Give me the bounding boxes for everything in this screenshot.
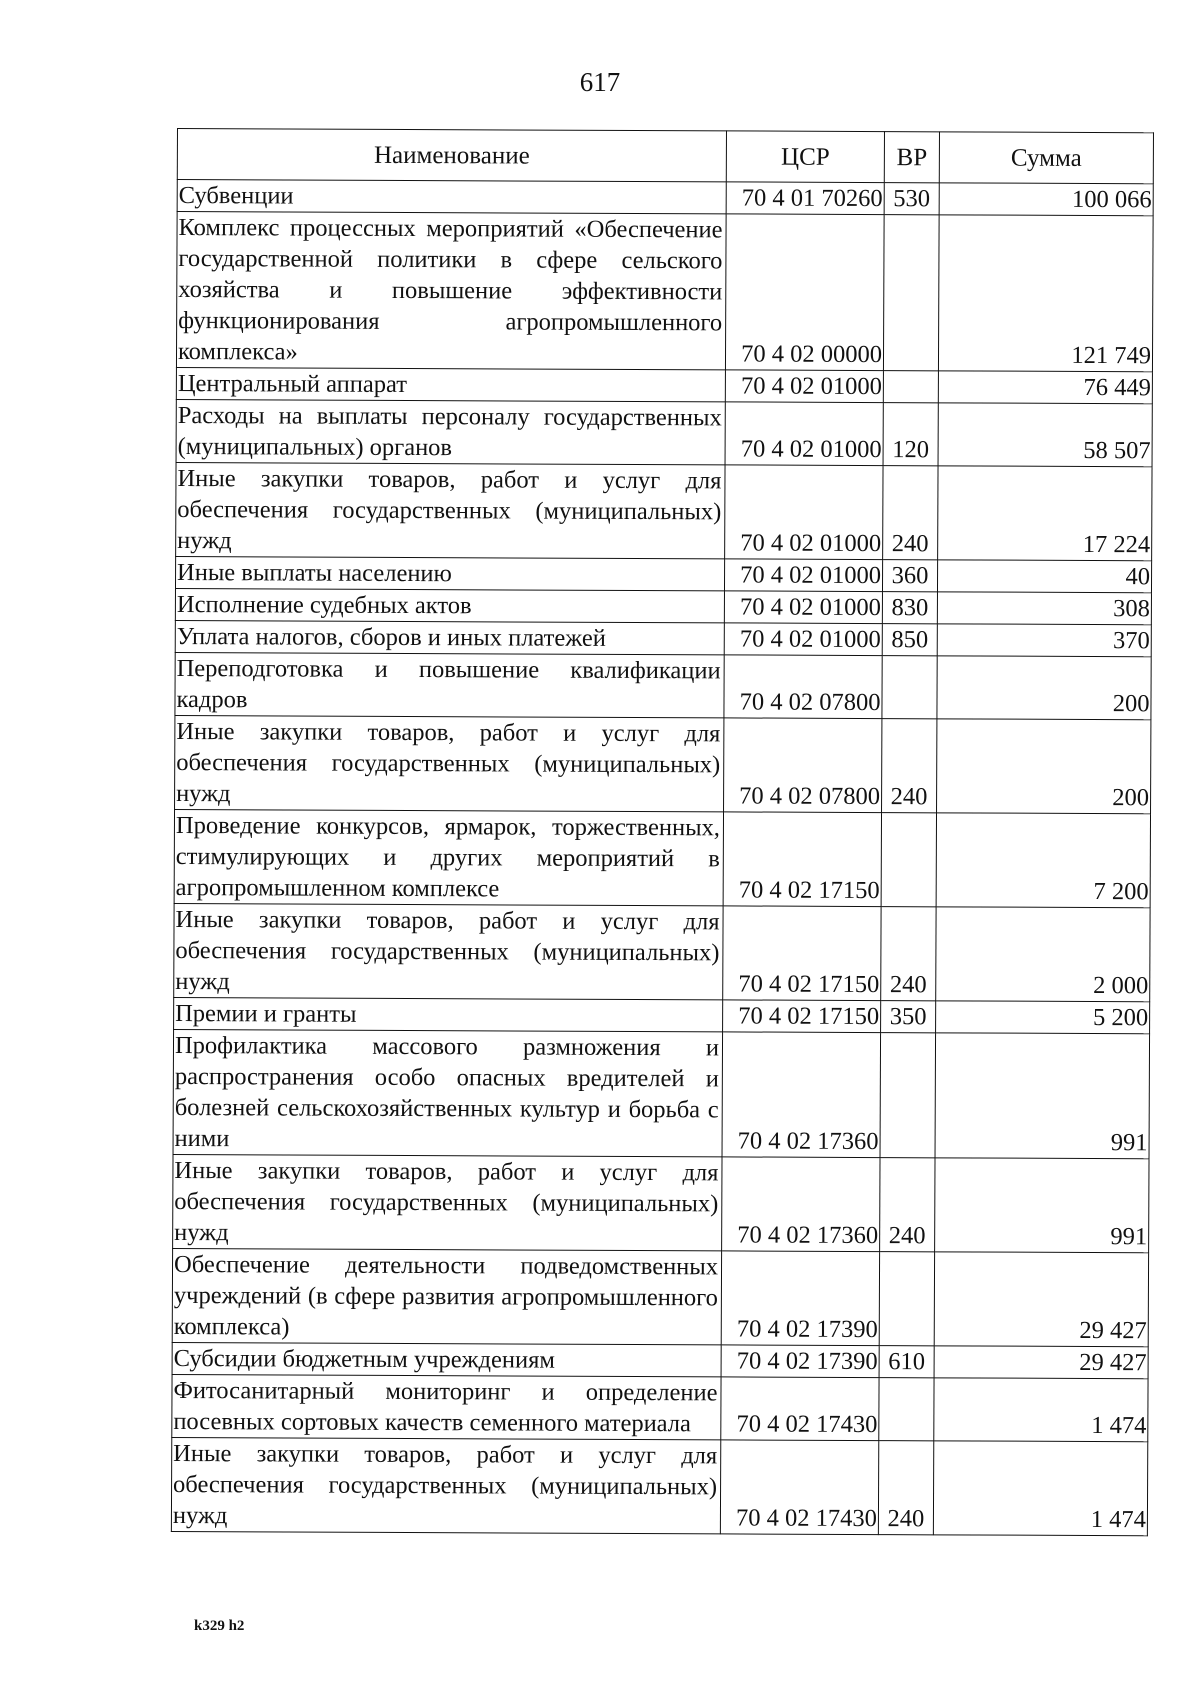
row-sum-cell: 7 200 <box>936 813 1150 908</box>
row-name-cell: Расходы на выплаты персоналу государственных (муниципальных) органов <box>176 399 725 464</box>
table-row <box>174 997 1150 1033</box>
row-name-cell: Центральный аппарат <box>176 367 725 401</box>
row-name-cell: Субвенции <box>177 180 726 214</box>
row-name-cell: Переподготовка и повышение квалификации кадров <box>175 652 724 717</box>
row-sum-cell: 121 749 <box>938 215 1153 372</box>
row-vr-cell <box>882 656 937 719</box>
row-csr-cell: 70 4 02 17150 <box>723 906 881 1001</box>
row-name-cell: Иные выплаты населению <box>175 556 724 590</box>
row-csr-cell: 70 4 02 17390 <box>721 1345 879 1378</box>
row-vr-cell <box>881 813 936 907</box>
row-name-cell: Иные закупки товаров, работ и услуг для обеспечения государственных (муниципальных) нужд <box>171 1437 720 1533</box>
table-row <box>175 620 1151 656</box>
row-sum-cell: 5 200 <box>936 1001 1150 1034</box>
row-csr-cell: 70 4 02 17390 <box>721 1251 879 1346</box>
row-csr-cell: 70 4 02 17360 <box>722 1157 880 1252</box>
column-header-sum: Сумма <box>939 132 1153 184</box>
table-row <box>174 903 1150 1001</box>
row-vr-cell <box>883 215 939 371</box>
row-sum-cell: 100 066 <box>939 183 1153 216</box>
row-name-cell: Иные закупки товаров, работ и услуг для обеспечения государственных (муниципальных) нужд <box>175 715 724 811</box>
column-header-name: Наименование <box>177 129 726 182</box>
row-csr-cell: 70 4 02 01000 <box>724 623 882 656</box>
row-sum-cell: 200 <box>937 656 1151 720</box>
row-sum-cell: 991 <box>935 1033 1150 1159</box>
page-number: 617 <box>579 67 621 97</box>
budget-table <box>171 128 1154 1536</box>
row-sum-cell: 58 507 <box>938 403 1152 467</box>
row-csr-cell: 70 4 02 07800 <box>724 655 882 719</box>
table-row <box>175 588 1151 624</box>
row-name-cell: Фитосанитарный мониторинг и определение посевных сортовых качеств семенного материала <box>172 1374 721 1439</box>
row-csr-cell: 70 4 01 70260 <box>726 182 884 215</box>
row-csr-cell: 70 4 02 00000 <box>725 214 884 371</box>
row-name-cell: Уплата налогов, сборов и иных платежей <box>175 620 724 654</box>
row-vr-cell: 240 <box>881 907 936 1001</box>
row-sum-cell: 1 474 <box>934 1378 1148 1442</box>
row-csr-cell: 70 4 02 17430 <box>720 1440 878 1535</box>
row-name-cell: Профилактика массового размножения и распространения особо опасных вредителей и болезней сельскохозяйственных культур и борьба с ними <box>173 1029 723 1156</box>
column-header-vr: ВР <box>884 132 939 183</box>
row-csr-cell: 70 4 02 01000 <box>724 559 882 592</box>
row-vr-cell <box>880 1033 936 1158</box>
table-header-row <box>177 129 1153 184</box>
table-row <box>175 715 1151 813</box>
row-name-cell: Комплекс процессных мероприятий «Обеспечение государственной политики в сфере сельского хозяйства и повышение эффективности функционирования агропромышленного комплекса» <box>176 212 726 370</box>
table-row <box>177 180 1153 216</box>
table-row <box>175 652 1151 719</box>
row-vr-cell: 360 <box>882 560 937 592</box>
row-csr-cell: 70 4 02 01000 <box>725 370 883 403</box>
row-name-cell: Субсидии бюджетным учреждениям <box>172 1342 721 1376</box>
row-name-cell: Иные закупки товаров, работ и услуг для обеспечения государственных (муниципальных) нужд <box>173 1154 722 1250</box>
table-row <box>176 462 1152 560</box>
row-csr-cell: 70 4 02 17150 <box>723 812 881 907</box>
row-vr-cell: 850 <box>882 624 937 656</box>
table-row <box>173 1154 1149 1252</box>
table-row <box>172 1342 1148 1378</box>
row-vr-cell <box>879 1378 934 1441</box>
table-row <box>173 1029 1150 1158</box>
row-vr-cell: 240 <box>883 466 938 560</box>
row-name-cell: Исполнение судебных актов <box>175 588 724 622</box>
row-vr-cell: 350 <box>881 1001 936 1033</box>
row-csr-cell: 70 4 02 17150 <box>723 1000 881 1033</box>
row-vr-cell: 120 <box>883 403 938 466</box>
row-csr-cell: 70 4 02 17430 <box>721 1377 879 1441</box>
row-sum-cell: 17 224 <box>938 466 1152 561</box>
table-row <box>171 1437 1147 1535</box>
row-vr-cell <box>879 1252 934 1346</box>
row-csr-cell: 70 4 02 01000 <box>725 465 883 560</box>
row-sum-cell: 40 <box>937 560 1151 593</box>
row-sum-cell: 29 427 <box>934 1252 1148 1347</box>
footer-code: k329 h2 <box>194 1618 245 1634</box>
table-row <box>176 399 1152 466</box>
table-row <box>174 809 1150 907</box>
row-sum-cell: 29 427 <box>934 1346 1148 1379</box>
row-vr-cell: 610 <box>879 1346 934 1378</box>
row-vr-cell: 240 <box>878 1441 933 1535</box>
row-vr-cell: 240 <box>882 719 937 813</box>
table-row <box>172 1374 1148 1441</box>
row-csr-cell: 70 4 02 17360 <box>722 1032 881 1158</box>
row-name-cell: Иные закупки товаров, работ и услуг для обеспечения государственных (муниципальных) нужд <box>174 903 723 999</box>
row-csr-cell: 70 4 02 07800 <box>724 718 882 813</box>
column-header-csr: ЦСР <box>726 131 884 183</box>
row-csr-cell: 70 4 02 01000 <box>724 591 882 624</box>
table-body <box>171 180 1153 1536</box>
row-sum-cell: 308 <box>937 592 1151 625</box>
row-sum-cell: 200 <box>937 719 1151 814</box>
row-name-cell: Иные закупки товаров, работ и услуг для обеспечения государственных (муниципальных) нужд <box>176 462 725 558</box>
row-vr-cell: 240 <box>880 1158 935 1252</box>
row-sum-cell: 991 <box>935 1158 1149 1253</box>
row-vr-cell <box>883 371 938 403</box>
row-name-cell: Премии и гранты <box>174 997 723 1031</box>
row-sum-cell: 1 474 <box>933 1441 1147 1536</box>
row-sum-cell: 2 000 <box>936 907 1150 1002</box>
row-csr-cell: 70 4 02 01000 <box>725 402 883 466</box>
row-vr-cell: 530 <box>884 183 939 215</box>
table-row <box>172 1248 1148 1346</box>
row-name-cell: Проведение конкурсов, ярмарок, торжественных, стимулирующих и других мероприятий в агропромышленном комплексе <box>174 809 723 905</box>
table-row <box>176 212 1153 372</box>
row-sum-cell: 76 449 <box>938 371 1152 404</box>
row-vr-cell: 830 <box>882 592 937 624</box>
table-row <box>175 556 1151 592</box>
row-sum-cell: 370 <box>937 624 1151 657</box>
row-name-cell: Обеспечение деятельности подведомственных учреждений (в сфере развития агропромышленного комплекса) <box>172 1248 721 1344</box>
table-row <box>176 367 1152 403</box>
